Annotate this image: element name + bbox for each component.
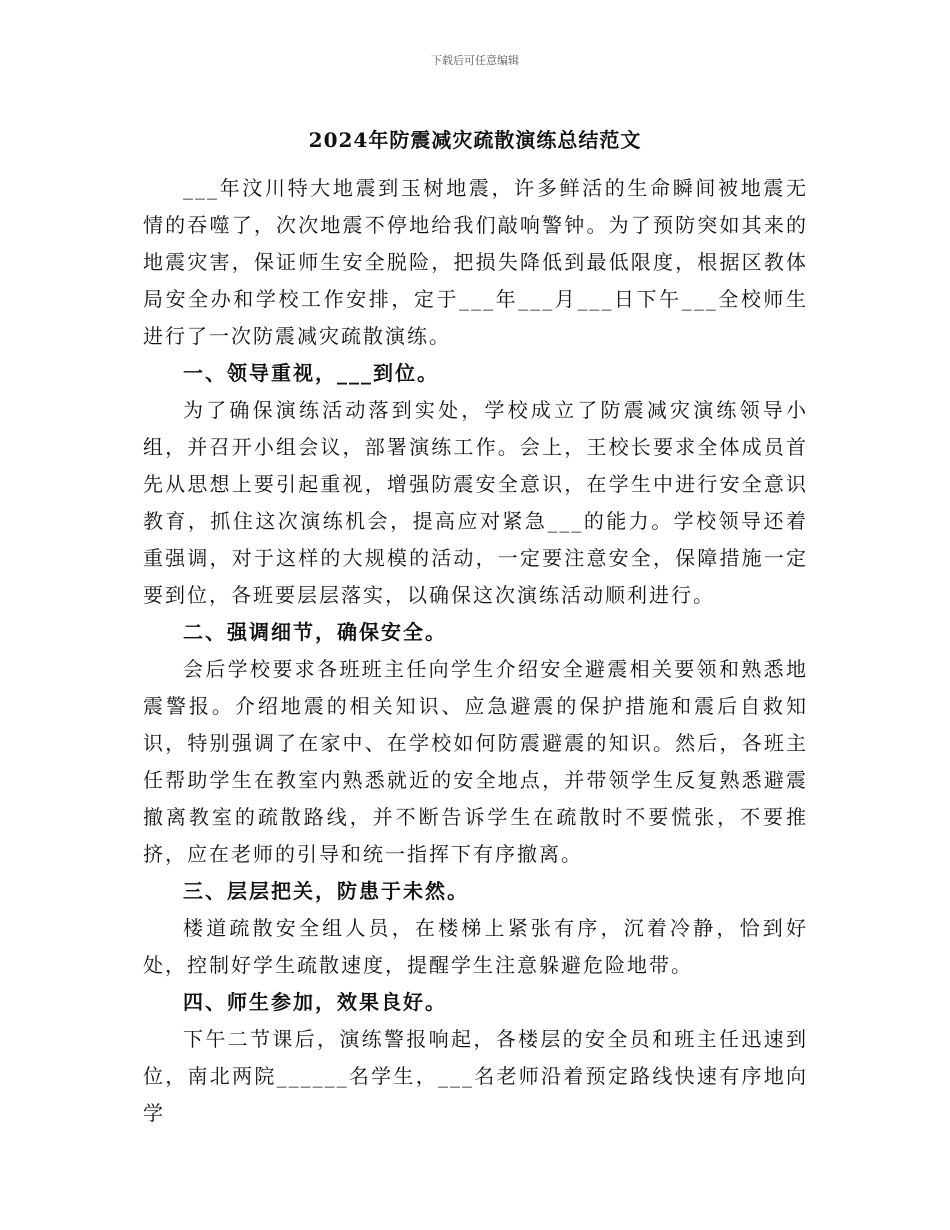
section-heading-4: 四、师生参加，效果良好。: [183, 990, 447, 1014]
paragraph-section-3: 楼道疏散安全组人员，在楼梯上紧张有序，沉着冷静，恰到好处，控制好学生疏散速度，提醒学生注意躲避危险地带。: [143, 916, 808, 977]
document-title: 2024年防震减灾疏散演练总结范文: [308, 128, 642, 152]
paragraph-section-1: 为了确保演练活动落到实处，学校成立了防震减灾演练领导小组，并召开小组会议，部署演练工作。会上，王校长要求全体成员首先从思想上要引起重视，增强防震安全意识，在学生中进行安全意识教育，抓住这次演练机会，提高应对紧急___的能力。学校领导还着重强调，对于这样的大规模的活动，一定要注意安全，保障措施一定要到位，各班要层层落实，以确保这次演练活动顺利进行。: [143, 398, 808, 607]
paragraph-intro: ___年汶川特大地震到玉树地震，许多鲜活的生命瞬间被地震无情的吞噬了，次次地震不停地给我们敲响警钟。为了预防突如其来的地震灾害，保证师生安全脱险，把损失降低到最低限度，根据区教体局安全办和学校工作安排，定于___年___月___日下午___全校师生进行了一次防震减灾疏散演练。: [143, 176, 808, 348]
document-body: [143, 170, 808, 1132]
section-heading-3: 三、层层把关，防患于未然。: [183, 879, 469, 903]
section-heading-1: 一、领导重视，___到位。: [183, 361, 439, 385]
page-header: 下载后可任意编辑: [431, 54, 519, 67]
paragraph-section-4: 下午二节课后，演练警报响起，各楼层的安全员和班主任迅速到位，南北两院______名学生，___名老师沿着预定路线快速有序地向学: [143, 1027, 808, 1125]
section-heading-2: 二、强调细节，确保安全。: [183, 620, 447, 644]
paragraph-section-2: 会后学校要求各班班主任向学生介绍安全避震相关要领和熟悉地震警报。介绍地震的相关知识、应急避震的保护措施和震后自救知识，特别强调了在家中、在学校如何防震避震的知识。然后，各班主任帮助学生在教室内熟悉就近的安全地点，并带领学生反复熟悉避震撤离教室的疏散路线，并不断告诉学生在疏散时不要慌张，不要推挤，应在老师的引导和统一指挥下有序撤离。: [143, 657, 808, 866]
